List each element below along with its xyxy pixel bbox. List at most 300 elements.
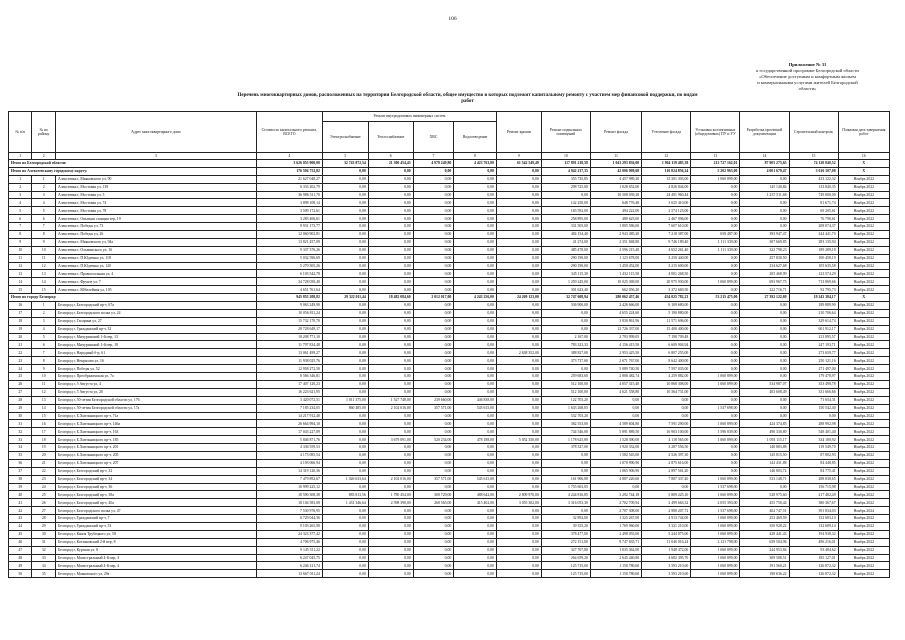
electric-cell: 0,00 xyxy=(322,459,368,467)
meters-cell: 2 055 393,00 xyxy=(691,499,740,507)
basement-cell: 0,00 xyxy=(541,317,590,325)
row-number: 25 xyxy=(9,373,32,381)
design-cell: 0,00 xyxy=(740,215,789,223)
cold-water-cell: 0,00 xyxy=(413,459,454,467)
table-row xyxy=(9,451,890,459)
basement-cell: 3 316 053,30 xyxy=(541,499,590,507)
table-row xyxy=(9,499,890,507)
total-cost-cell: 14 217 912,40 xyxy=(256,412,322,420)
design-cell: 190 636,22 xyxy=(740,570,789,578)
sewer-cell: 0,00 xyxy=(454,215,497,223)
row-number: 16 xyxy=(9,302,32,310)
district-number: 12 xyxy=(32,388,55,396)
total-cost-cell: 17 407 120,23 xyxy=(256,380,322,388)
total-cost-cell: 10 208 771,10 xyxy=(256,333,322,341)
subtotal-label: Итого по Алексеевскому городскому округу: xyxy=(9,167,257,175)
cold-water-cell: 0,00 xyxy=(413,207,454,215)
heat-cell: 0,00 xyxy=(368,191,413,199)
header-total: Стоимость капитального ремонта, ВСЕГО xyxy=(256,112,322,153)
row-number: 47 xyxy=(9,546,32,554)
row-number: 45 xyxy=(9,530,32,538)
heat-cell: 0,00 xyxy=(368,380,413,388)
district-number: 4 xyxy=(32,325,55,333)
insulation-cell: 16 903 100,00 xyxy=(642,428,691,436)
basement-cell: 122 703,20 xyxy=(541,396,590,404)
cold-water-cell: 0,00 xyxy=(413,412,454,420)
district-number: 5 xyxy=(32,207,55,215)
electric-cell: 0,00 xyxy=(322,365,368,373)
total-cost-cell: 6 246 121,74 xyxy=(256,562,322,570)
insulation-cell: 3 372 669,50 xyxy=(642,286,691,294)
insulation-cell: 10 868 308,00 xyxy=(642,380,691,388)
facade-cell: 1 528 390,00 xyxy=(590,436,641,444)
sewer-cell: 4 243 256,00 xyxy=(454,294,497,302)
facade-cell: 2 351 848,80 xyxy=(590,238,641,246)
roof-cell: 0,00 xyxy=(496,238,541,246)
facade-cell: 2 498 055,00 xyxy=(590,530,641,538)
meters-cell: 0,00 xyxy=(691,215,740,223)
address-cell: Белгород г, Некрасова ул, 16 xyxy=(55,357,256,365)
basement-cell: 32 747 608,94 xyxy=(541,294,590,302)
deadline-cell: Ноябрь 2022 xyxy=(838,231,889,239)
facade-cell: 1 325 267,00 xyxy=(590,515,641,523)
electric-cell: 0,00 xyxy=(322,270,368,278)
sewer-cell: 0,00 xyxy=(454,357,497,365)
control-cell: 713 069,66 xyxy=(789,278,838,286)
insulation-cell: 2 574 123,00 xyxy=(642,207,691,215)
cold-water-cell: 0,00 xyxy=(413,570,454,578)
electric-cell: 0,00 xyxy=(322,451,368,459)
table-row xyxy=(9,530,890,538)
district-number: 18 xyxy=(32,436,55,444)
electric-cell: 29 322 011,44 xyxy=(322,294,368,302)
roof-cell: 0,00 xyxy=(496,522,541,530)
meters-cell: 1 060 899,00 xyxy=(691,530,740,538)
facade-cell: 9 747 635,71 xyxy=(590,538,641,546)
cold-water-cell: 0,00 xyxy=(413,262,454,270)
basement-cell: 336 900,00 xyxy=(541,302,590,310)
heat-cell: 0,00 xyxy=(368,309,413,317)
address-cell: Белгород г, Б.Хмельницкого пр-т, 163 xyxy=(55,428,256,436)
district-number: 9 xyxy=(32,238,55,246)
roof-cell: 0,00 xyxy=(496,483,541,491)
deadline-cell: Ноябрь 2022 xyxy=(838,444,889,452)
roof-cell: 0,00 xyxy=(496,286,541,294)
title-line: работ xyxy=(461,99,474,105)
total-cost-cell: 4 706 975,46 xyxy=(256,538,322,546)
basement-cell: 1 755 603,05 xyxy=(541,483,590,491)
design-cell: 146 803,72 xyxy=(740,467,789,475)
heat-cell: 0,00 xyxy=(368,199,413,207)
table-row xyxy=(9,223,890,231)
control-cell: 92 795,73 xyxy=(789,286,838,294)
row-number: 49 xyxy=(9,562,32,570)
sewer-cell: 0,00 xyxy=(454,325,497,333)
table-row xyxy=(9,341,890,349)
deadline-cell: Ноябрь 2022 xyxy=(838,459,889,467)
sewer-cell: 0,00 xyxy=(454,183,497,191)
facade-cell: 1 805 586,00 xyxy=(590,223,641,231)
heat-cell: 0,00 xyxy=(368,428,413,436)
design-cell: 253 469,59 xyxy=(740,515,789,523)
roof-cell: 0,00 xyxy=(496,191,541,199)
table-row xyxy=(9,309,890,317)
heat-cell: 0,00 xyxy=(368,325,413,333)
insulation-cell: 5 809 225,10 xyxy=(642,491,691,499)
table-row xyxy=(9,199,890,207)
row-number: 8 xyxy=(9,231,32,239)
insulation-cell: 6 807 255,00 xyxy=(642,349,691,357)
insulation-cell: 4 826 844,00 xyxy=(642,183,691,191)
sewer-cell: 0,00 xyxy=(454,341,497,349)
deadline-cell: Ноябрь 2022 xyxy=(838,428,889,436)
total-cost-cell: 945 855 208,82 xyxy=(256,294,322,302)
cold-water-cell: 0,00 xyxy=(413,515,454,523)
meters-cell: 0,00 xyxy=(691,183,740,191)
electric-cell: 0,00 xyxy=(322,388,368,396)
total-cost-cell: 11 797 834,48 xyxy=(256,341,322,349)
heat-cell: 0,00 xyxy=(368,522,413,530)
control-cell: 749 000,00 xyxy=(789,191,838,199)
address-cell: Алексеевка г, Юбилейная ул, 105 xyxy=(55,286,256,294)
insulation-cell: 7 198 709,48 xyxy=(642,333,691,341)
cold-water-cell: 0,00 xyxy=(413,231,454,239)
deadline-cell: Ноябрь 2022 xyxy=(838,357,889,365)
control-cell: 244 441,70 xyxy=(789,231,838,239)
row-number: 5 xyxy=(9,207,32,215)
sewer-cell: 0,00 xyxy=(454,365,497,373)
basement-cell: 783 323,33 xyxy=(541,341,590,349)
facade-cell: 5 089 740,50 xyxy=(590,365,641,373)
electric-cell: 0,00 xyxy=(322,538,368,546)
table-row xyxy=(9,365,890,373)
insulation-cell: 15 301 303,00 xyxy=(642,175,691,183)
address-cell: Белгород г, 5 Августа ул, 4 xyxy=(55,380,256,388)
table-row xyxy=(9,357,890,365)
table-row xyxy=(9,546,890,554)
address-cell: Белгород г, Б.Хмельницкого пр-т, 71а xyxy=(55,412,256,420)
insulation-cell: 11 571 696,00 xyxy=(642,317,691,325)
district-number: 28 xyxy=(32,515,55,523)
meters-cell: 1 060 899,00 xyxy=(691,546,740,554)
facade-cell: 2 702 709,94 xyxy=(590,499,641,507)
sewer-cell: 0,00 xyxy=(454,530,497,538)
meters-cell: 0,00 xyxy=(691,191,740,199)
subtotal-label: Итого по Белгородской области: xyxy=(9,160,257,168)
district-number: 10 xyxy=(32,246,55,254)
basement-cell: 331 505,00 xyxy=(541,223,590,231)
meters-cell: 0,00 xyxy=(691,349,740,357)
table-row xyxy=(9,522,890,530)
total-cost-cell: 7 479 892,67 xyxy=(256,475,322,483)
district-number: 14 xyxy=(32,278,55,286)
sewer-cell: 0,00 xyxy=(454,412,497,420)
heat-cell: 21 300 454,43 xyxy=(368,160,413,168)
design-cell: 234 627,68 xyxy=(740,262,789,270)
control-cell: 329 614,74 xyxy=(789,317,838,325)
header-engineering-group: Ремонт внутридомовых инженерных систем xyxy=(322,112,496,122)
roof-cell: 0,00 xyxy=(496,175,541,183)
roof-cell: 0,00 xyxy=(496,373,541,381)
total-cost-cell: 13 061 499,27 xyxy=(256,349,322,357)
sewer-cell: 0,00 xyxy=(454,333,497,341)
address-cell: Белгород г, Б.Хмельницкого пр-т, 207 xyxy=(55,459,256,467)
heat-cell: 0,00 xyxy=(368,254,413,262)
roof-cell: 0,00 xyxy=(496,317,541,325)
total-cost-cell: 14 319 120,36 xyxy=(256,467,322,475)
address-cell: Белгород г, Преображенская ул, 7а xyxy=(55,373,256,381)
meters-cell: 0,00 xyxy=(691,444,740,452)
basement-cell: 0,00 xyxy=(541,365,590,373)
meters-cell: 1 060 899,00 xyxy=(691,436,740,444)
address-cell: Белгород г, Гагарина ул, 27 xyxy=(55,317,256,325)
district-number: 8 xyxy=(32,357,55,365)
document-title xyxy=(230,93,705,106)
basement-cell: 4 244 816,85 xyxy=(541,491,590,499)
heat-cell: 0,00 xyxy=(368,412,413,420)
address-cell: Белгород г, 50-летия Белгородской области ул, 17а xyxy=(55,404,256,412)
address-cell: Белгород г, Белгородский пр-т, 34 xyxy=(55,475,256,483)
table-body xyxy=(9,160,890,578)
table-row xyxy=(9,444,890,452)
roof-cell: 0,00 xyxy=(496,341,541,349)
sewer-cell: 0,00 xyxy=(454,278,497,286)
roof-cell: 0,00 xyxy=(496,380,541,388)
design-cell: 0,00 xyxy=(740,483,789,491)
basement-cell: 4 942 237,35 xyxy=(541,167,590,175)
design-cell: 0,00 xyxy=(740,349,789,357)
design-cell: 142 431,88 xyxy=(740,459,789,467)
electric-cell: 0,00 xyxy=(322,562,368,570)
electric-cell: 0,00 xyxy=(322,546,368,554)
meters-cell: 0,00 xyxy=(691,396,740,404)
address-cell: Алексеевка г, Мостовая ул, 74 xyxy=(55,199,256,207)
basement-cell: 264 659,20 xyxy=(541,554,590,562)
cold-water-cell: 0,00 xyxy=(413,333,454,341)
heat-cell: 0,00 xyxy=(368,262,413,270)
electric-cell: 883 813,56 xyxy=(322,491,368,499)
sewer-cell: 0,00 xyxy=(454,420,497,428)
cold-water-cell: 2 012 017,00 xyxy=(413,294,454,302)
sewer-cell: 0,00 xyxy=(454,467,497,475)
basement-cell: 327 707,80 xyxy=(541,546,590,554)
insulation-cell: 7 887 337,40 xyxy=(642,475,691,483)
row-number: 43 xyxy=(9,515,32,523)
total-cost-cell: 6 729 044,36 xyxy=(256,515,322,523)
meters-cell: 0,00 xyxy=(691,207,740,215)
table-row xyxy=(9,246,890,254)
design-cell: 0,00 xyxy=(740,199,789,207)
heat-cell: 0,00 xyxy=(368,444,413,452)
sewer-cell: 0,00 xyxy=(454,451,497,459)
electric-cell: 0,00 xyxy=(322,412,368,420)
district-number: 11 xyxy=(32,254,55,262)
subtotal-row xyxy=(9,167,890,175)
insulation-cell: 0,00 xyxy=(642,483,691,491)
electric-cell: 0,00 xyxy=(322,467,368,475)
address-cell: Белгород г, 50-летия Белгородской области ул, 176 xyxy=(55,396,256,404)
district-number: 23 xyxy=(32,475,55,483)
row-number: 6 xyxy=(9,215,32,223)
address-cell: Белгород г, Б.Хмельницкого пр-т, 201 xyxy=(55,444,256,452)
table-row xyxy=(9,420,890,428)
total-cost-cell: 36 986 511,70 xyxy=(256,191,322,199)
district-number: 1 xyxy=(32,175,55,183)
cold-water-cell: 0,00 xyxy=(413,546,454,554)
basement-cell: 165 592,00 xyxy=(541,207,590,215)
table-row xyxy=(9,507,890,515)
sewer-cell: 0,00 xyxy=(454,175,497,183)
header-control: Строительный контроль xyxy=(789,112,838,153)
roof-cell: 0,00 xyxy=(496,388,541,396)
sewer-cell: 0,00 xyxy=(454,302,497,310)
facade-cell: 480 625,00 xyxy=(590,215,641,223)
insulation-cell: 6 609 904,94 xyxy=(642,341,691,349)
row-number: 19 xyxy=(9,325,32,333)
insulation-cell: 10 364 731,00 xyxy=(642,388,691,396)
row-number: 11 xyxy=(9,254,32,262)
meters-cell: 0,00 xyxy=(691,317,740,325)
insulation-cell: 2 499 663,32 xyxy=(642,499,691,507)
heat-cell: 0,00 xyxy=(368,388,413,396)
total-cost-cell: 6 333 202,79 xyxy=(256,183,322,191)
district-number: 17 xyxy=(32,428,55,436)
cold-water-cell: 0,00 xyxy=(413,373,454,381)
row-number: 39 xyxy=(9,483,32,491)
total-cost-cell: 9 063 249,90 xyxy=(256,302,322,310)
column-number: 9 xyxy=(496,153,541,160)
deadline-cell: Ноябрь 2022 xyxy=(838,451,889,459)
basement-cell: 258 895,00 xyxy=(541,215,590,223)
meters-cell: 2 121 798,00 xyxy=(691,538,740,546)
row-number: 23 xyxy=(9,357,32,365)
deadline-cell: Ноябрь 2022 xyxy=(838,538,889,546)
row-number: 20 xyxy=(9,333,32,341)
design-cell: 490 330,80 xyxy=(740,428,789,436)
cold-water-cell: 0,00 xyxy=(413,365,454,373)
electric-cell: 0,00 xyxy=(322,436,368,444)
roof-cell: 61 542 549,49 xyxy=(496,160,541,168)
table-row xyxy=(9,570,890,578)
deadline-cell: Ноябрь 2022 xyxy=(838,467,889,475)
insulation-cell: 7 597 035,00 xyxy=(642,365,691,373)
cold-water-cell: 0,00 xyxy=(413,380,454,388)
control-cell: 288 838,65 xyxy=(789,475,838,483)
row-number: 7 xyxy=(9,223,32,231)
meters-cell: 1 060 899,00 xyxy=(691,562,740,570)
heat-cell: 0,00 xyxy=(368,349,413,357)
total-cost-cell: 18 590 308,38 xyxy=(256,491,322,499)
column-number: 14 xyxy=(740,153,789,160)
sewer-cell: 0,00 xyxy=(454,459,497,467)
heat-cell: 0,00 xyxy=(368,167,413,175)
cold-water-cell: 0,00 xyxy=(413,215,454,223)
meters-cell: 1 060 899,00 xyxy=(691,570,740,578)
header-basement: Ремонт подвальных помещений xyxy=(541,112,590,153)
meters-cell: 0,00 xyxy=(691,302,740,310)
insulation-cell: 3 250 440,00 xyxy=(642,254,691,262)
insulation-cell: 4 652 261,40 xyxy=(642,246,691,254)
cold-water-cell: 0,00 xyxy=(413,317,454,325)
row-number: 35 xyxy=(9,451,32,459)
electric-cell: 0,00 xyxy=(322,373,368,381)
column-number: 11 xyxy=(590,153,641,160)
heat-cell: 0,00 xyxy=(368,183,413,191)
district-number: 34 xyxy=(32,562,55,570)
meters-cell: 0,00 xyxy=(691,467,740,475)
address-cell: Белгород г, 5 Августа ул, 20 xyxy=(55,388,256,396)
table-row xyxy=(9,317,890,325)
deadline-cell: Х xyxy=(838,167,889,175)
header-roof: Ремонт крыши xyxy=(496,112,541,153)
electric-cell: 0,00 xyxy=(322,554,368,562)
insulation-cell: 116 824 856,24 xyxy=(642,167,691,175)
control-cell: 288 992,98 xyxy=(789,420,838,428)
control-cell: 133 840,35 xyxy=(789,183,838,191)
table-row xyxy=(9,286,890,294)
electric-cell: 32 743 872,54 xyxy=(322,160,368,168)
heat-cell: 0,00 xyxy=(368,365,413,373)
address-cell: Алексеевка г, Победы ул, 26 xyxy=(55,231,256,239)
deadline-cell: Ноябрь 2022 xyxy=(838,207,889,215)
facade-cell: 4 655 224,60 xyxy=(590,309,641,317)
basement-cell: 484 154,40 xyxy=(541,231,590,239)
control-cell: 156 715,98 xyxy=(789,483,838,491)
heat-cell: 0,00 xyxy=(368,333,413,341)
control-cell: 126 872,32 xyxy=(789,562,838,570)
sewer-cell: 0,00 xyxy=(454,167,497,175)
roof-cell: 0,00 xyxy=(496,444,541,452)
control-cell: 126 872,32 xyxy=(789,570,838,578)
facade-cell: 1 028 652,00 xyxy=(590,183,641,191)
column-number: 12 xyxy=(642,153,691,160)
electric-cell: 0,00 xyxy=(322,175,368,183)
row-number: 46 xyxy=(9,538,32,546)
insulation-cell: 2 526 397,30 xyxy=(642,451,691,459)
deadline-cell: Ноябрь 2022 xyxy=(838,388,889,396)
district-number: 10 xyxy=(32,373,55,381)
facade-cell: 4 887 220,60 xyxy=(590,475,641,483)
basement-cell: 0,00 xyxy=(541,459,590,467)
control-cell: 601 912,17 xyxy=(789,325,838,333)
sewer-cell: 4 423 763,00 xyxy=(454,160,497,168)
address-cell: Алексеевка г, Мостовая ул, 3 xyxy=(55,191,256,199)
meters-cell: 1 060 899,00 xyxy=(691,175,740,183)
basement-cell: 512 100,00 xyxy=(541,380,590,388)
control-cell: 84 775,41 xyxy=(789,467,838,475)
facade-cell: 1 769 960,00 xyxy=(590,522,641,530)
electric-cell: 0,00 xyxy=(322,333,368,341)
design-cell: 309 588,51 xyxy=(740,554,789,562)
basement-cell: 39 355,20 xyxy=(541,522,590,530)
design-cell: 0,00 xyxy=(740,302,789,310)
total-cost-cell: 176 594 752,82 xyxy=(256,167,322,175)
electric-cell: 0,00 xyxy=(322,522,368,530)
total-cost-cell: 5 032 596,69 xyxy=(256,254,322,262)
facade-cell: 10 025 369,00 xyxy=(590,278,641,286)
meters-cell: 0,00 xyxy=(691,286,740,294)
district-number: 8 xyxy=(32,231,55,239)
row-number: 44 xyxy=(9,522,32,530)
subtotal-row xyxy=(9,160,890,168)
electric-cell: 0,00 xyxy=(322,349,368,357)
header-address: Адрес многоквартирного дома xyxy=(55,112,256,153)
cold-water-cell: 0,00 xyxy=(413,254,454,262)
sewer-cell: 545 615,00 xyxy=(454,404,497,412)
electric-cell: 0,00 xyxy=(322,278,368,286)
meters-cell: 1 596 839,00 xyxy=(691,428,740,436)
total-cost-cell: 26 664 994,10 xyxy=(256,420,322,428)
